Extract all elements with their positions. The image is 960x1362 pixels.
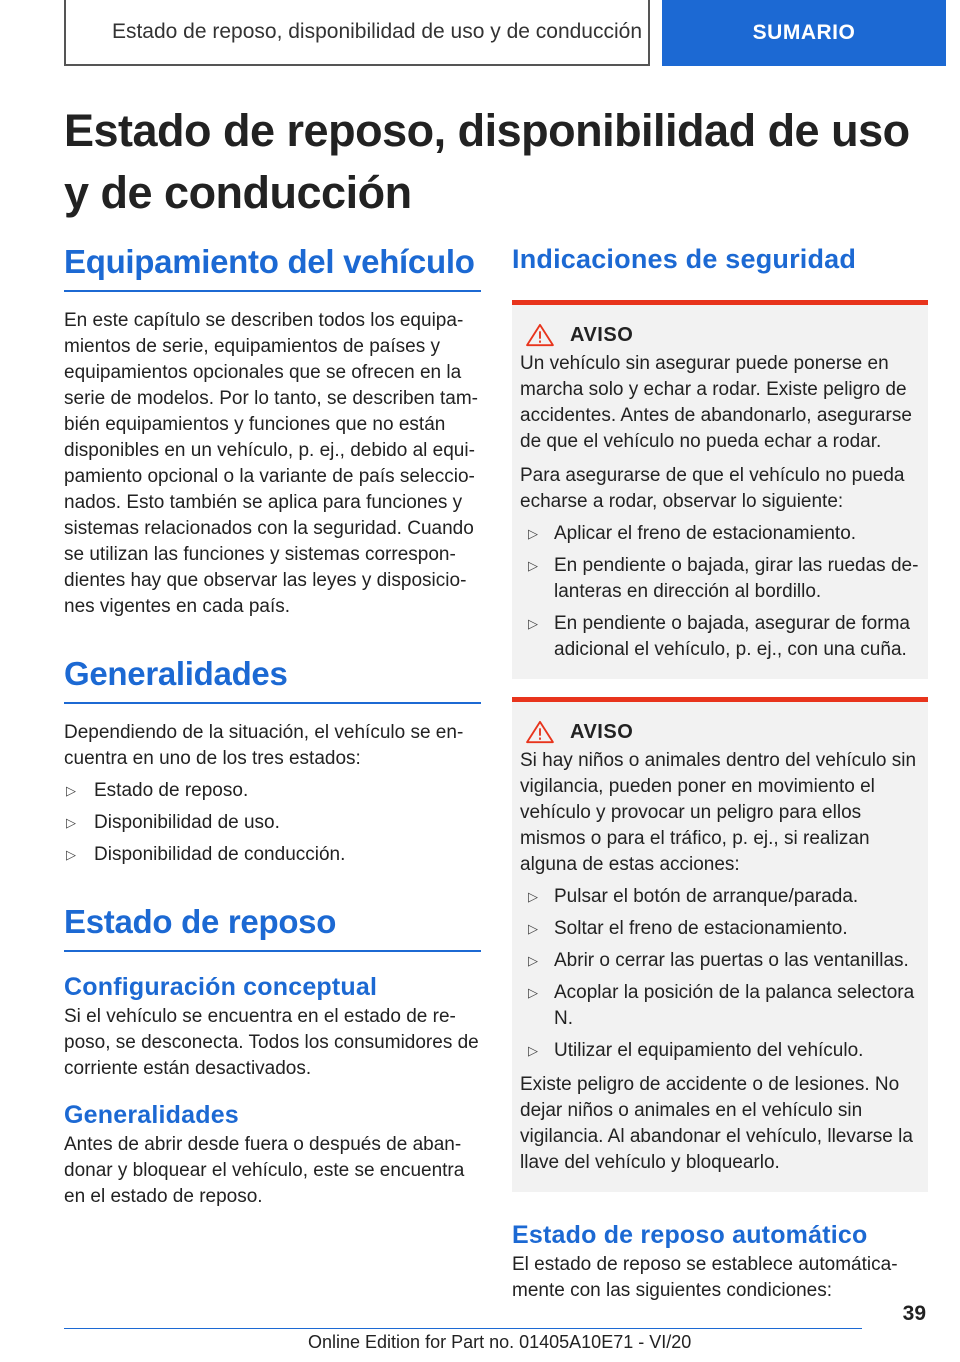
generalidades-reposo-text: Antes de abrir desde fuera o después de abandonar y bloquear el vehículo, este se encuentra en el estado de reposo. bbox=[64, 1134, 465, 1207]
left-column bbox=[64, 240, 481, 1210]
generalidades-text: Dependiendo de la situación, el vehículo se encuentra en uno de los tres estados: bbox=[64, 722, 464, 769]
page-number: 39 bbox=[902, 1302, 926, 1325]
warning-2-text: Si hay niños o animales dentro del vehículo sin vigilancia, pueden poner en movimiento el vehículo y provocar un peligro para ellos mismos o para el tráfico, p. ej., si realizan alguna de estas acciones: bbox=[520, 750, 917, 875]
header-title: Estado de reposo, disponibilidad de uso y de conducción bbox=[111, 20, 643, 43]
subheading-configuracion: Configuración conceptual bbox=[64, 973, 378, 1001]
triangle-bullet-icon: ▷ bbox=[528, 558, 538, 573]
header-bar bbox=[64, 0, 650, 66]
triangle-bullet-icon: ▷ bbox=[528, 953, 538, 968]
warning-triangle-icon bbox=[524, 720, 556, 744]
triangle-bullet-icon: ▷ bbox=[528, 921, 538, 936]
triangle-bullet-icon: ▷ bbox=[528, 616, 538, 631]
triangle-bullet-icon: ▷ bbox=[528, 1043, 538, 1058]
footer-edition: Online Edition for Part no. 01405A10E71 - VI/20 bbox=[308, 1332, 692, 1352]
list-item: ▷ Aplicar el freno de estacionamiento. bbox=[520, 521, 920, 547]
list-item: ▷ En pendiente o bajada, girar las ruedas delanteras en dirección al bordillo. bbox=[528, 555, 919, 602]
triangle-bullet-icon: ▷ bbox=[528, 526, 538, 541]
list-item: ▷ Soltar el freno de estacionamiento. bbox=[520, 916, 920, 942]
warning-1-text-2: Para asegurarse de que el vehículo no pueda echarse a rodar, observar lo siguiente: bbox=[520, 465, 905, 512]
subheading-reposo-automatico: Estado de reposo automático bbox=[512, 1221, 868, 1249]
sumario-button[interactable] bbox=[662, 0, 946, 66]
warning-2-list bbox=[520, 884, 920, 1064]
equipamiento-text: En este capítulo se describen todos los equipamientos de serie, equipamientos de países y equipamientos opcionales que se ofrecen en la serie de modelos. Por lo tanto, se describen también equipamientos y funciones que no están disponibles en un vehículo, p. ej., debido al equipamiento opcional o la variante de país seleccionados. Esto también se aplica para funciones y sistemas relacionados con la seguridad. Cuando se utilizan las funciones y sistemas correspondientes hay que observar las leyes y disposiciones vigentes en cada país. bbox=[64, 310, 478, 617]
section-heading-seguridad: Indicaciones de seguridad bbox=[512, 244, 857, 274]
right-column bbox=[512, 240, 928, 1304]
section-heading-generalidades: Generalidades bbox=[64, 652, 481, 704]
subheading-generalidades: Generalidades bbox=[64, 1101, 239, 1129]
warning-2-text-2: Existe peligro de accidente o de lesiones. No dejar niños o animales en el vehículo sin vigilancia. Al abandonar el vehículo, llevarse la llave del vehículo y bloquearlo. bbox=[520, 1074, 913, 1173]
warning-box-2 bbox=[512, 697, 928, 1192]
list-item: ▷ Disponibilidad de uso. bbox=[64, 810, 481, 836]
triangle-bullet-icon: ▷ bbox=[66, 815, 76, 830]
warning-box-1 bbox=[512, 300, 928, 679]
warning-triangle-icon bbox=[524, 323, 556, 347]
warning-1-list bbox=[520, 521, 920, 663]
sumario-button-label: SUMARIO bbox=[752, 21, 856, 44]
triangle-bullet-icon: ▷ bbox=[66, 783, 76, 798]
list-item: ▷ En pendiente o bajada, asegurar de forma adicional el vehículo, p. ej., con una cuña. bbox=[528, 613, 910, 660]
triangle-bullet-icon: ▷ bbox=[66, 847, 76, 862]
section-heading-equipamiento: Equipamiento del vehículo bbox=[64, 240, 481, 292]
configuracion-text: Si el vehículo se encuentra en el estado de reposo, se desconecta. Todos los consumidores de corriente están desactivados. bbox=[64, 1006, 479, 1079]
section-heading-estado-reposo: Estado de reposo bbox=[64, 900, 481, 952]
footer-divider bbox=[64, 1328, 862, 1329]
triangle-bullet-icon: ▷ bbox=[528, 985, 538, 1000]
list-item: ▷ Pulsar el botón de arranque/parada. bbox=[520, 884, 920, 910]
reposo-automatico-text: El estado de reposo se establece automáticamente con las siguientes condiciones: bbox=[512, 1254, 898, 1301]
list-item: ▷ Acoplar la posición de la palanca selectora N. bbox=[528, 982, 915, 1029]
states-list bbox=[64, 778, 481, 868]
page-title: Estado de reposo, disponibilidad de uso y de conducción bbox=[64, 105, 910, 218]
list-item: ▷ Utilizar el equipamiento del vehículo. bbox=[520, 1038, 920, 1064]
list-item: ▷ Disponibilidad de conducción. bbox=[64, 842, 481, 868]
triangle-bullet-icon: ▷ bbox=[528, 889, 538, 904]
list-item: ▷ Abrir o cerrar las puertas o las ventanillas. bbox=[520, 948, 920, 974]
warning-label: AVISO bbox=[570, 720, 634, 743]
warning-label: AVISO bbox=[570, 323, 634, 346]
warning-1-text: Un vehículo sin asegurar puede ponerse en marcha solo y echar a rodar. Existe peligro de accidentes. Antes de abandonarlo, asegurarse de que el vehículo no pueda echar a rodar. bbox=[520, 353, 912, 452]
list-item: ▷ Estado de reposo. bbox=[64, 778, 481, 804]
